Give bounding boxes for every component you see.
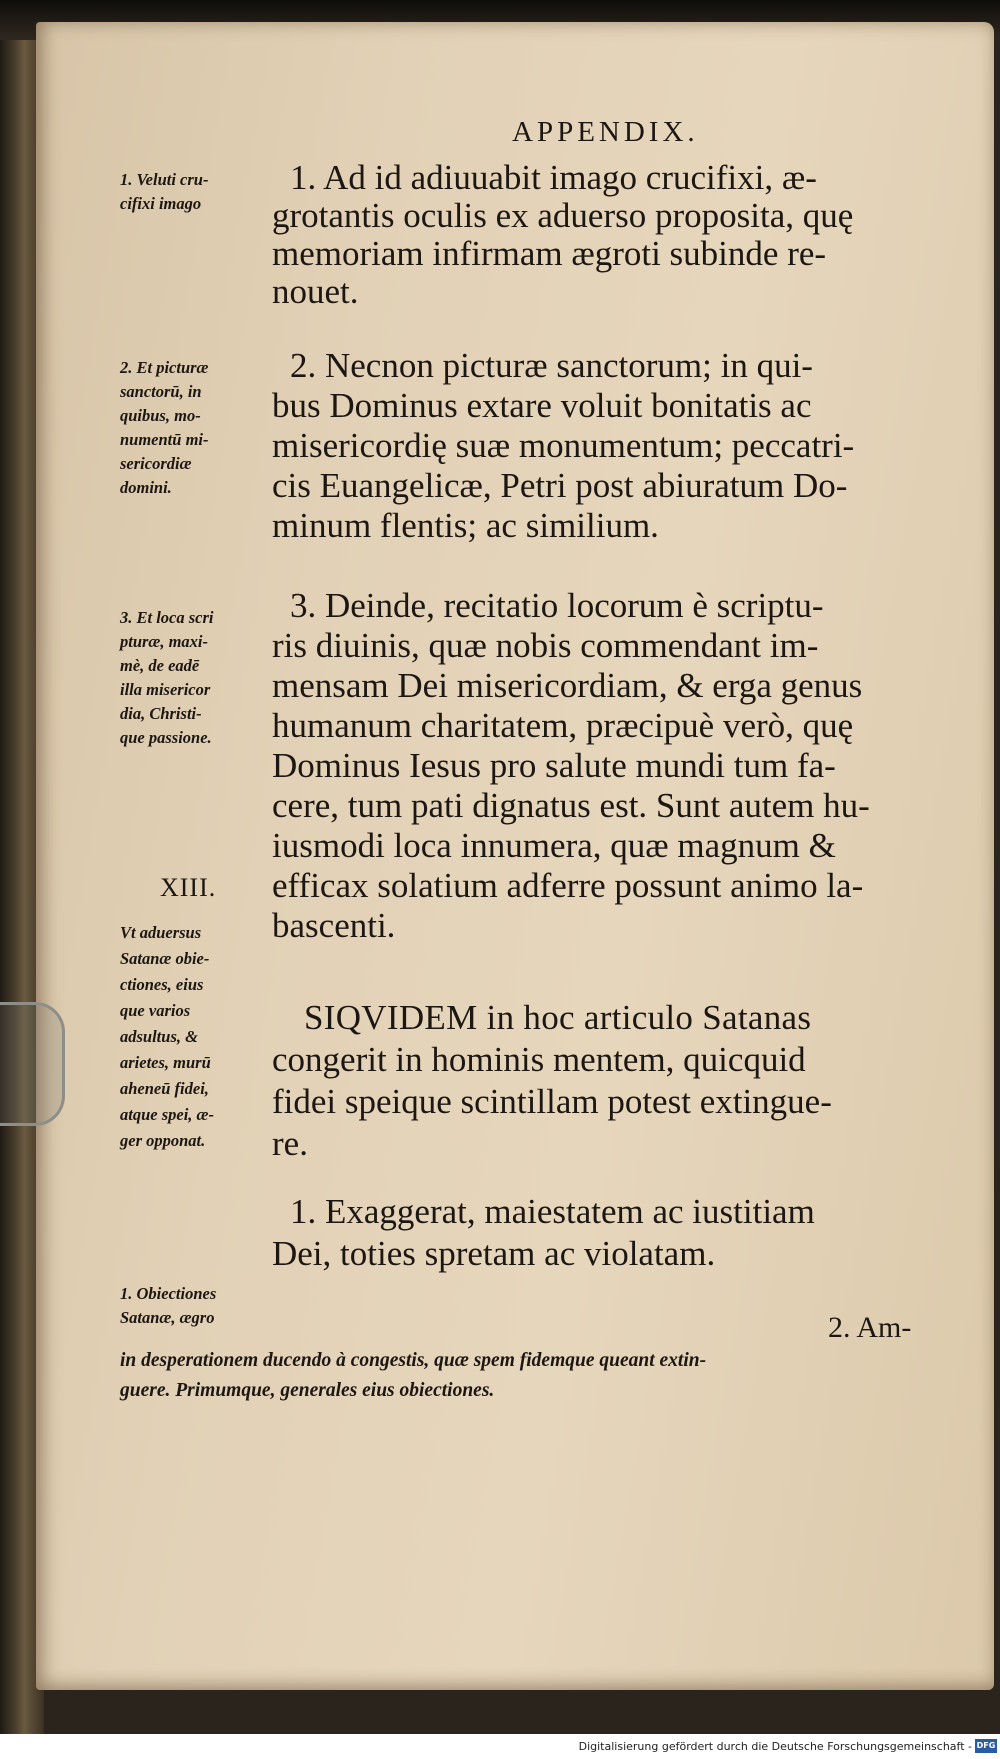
text-line: misericordię suæ monumentum; peccatri- <box>272 426 855 465</box>
text-line: cere, tum pati dignatus est. Sunt autem hu- <box>272 786 870 825</box>
text-line: re. <box>272 1124 308 1163</box>
text-line: 1. Exaggerat, maiestatem ac iustitiam <box>290 1192 815 1231</box>
paragraph-2 <box>272 348 952 568</box>
text-line: humanum charitatem, præcipuè verò, quę <box>272 706 854 745</box>
running-head: APPENDIX. <box>512 116 699 148</box>
paragraph-4 <box>272 1000 952 1180</box>
margin-note-4: Vt aduersus Satanæ obie- ctiones, eius que varios adsultus, & arietes, murū aheneū fidei, atque spei, æ- ger opponat. <box>120 923 214 1150</box>
paragraph-5 <box>272 1194 952 1284</box>
dfg-logo: DFG <box>975 1739 997 1753</box>
text-line: nouet. <box>272 272 359 311</box>
margin-note-3: 3. Et loca scri pturæ, maxi- mè, de eadē illa misericor dia, Christi- que passione. <box>120 608 214 747</box>
text-line: SIQVIDEM in hoc articulo Satanas <box>304 998 812 1037</box>
text-line: mensam Dei misericordiam, & erga genus <box>272 666 863 705</box>
text-line: bascenti. <box>272 906 396 945</box>
text-line: minum flentis; ac similium. <box>272 506 659 545</box>
text-line: bus Dominus extare voluit bonitatis ac <box>272 386 812 425</box>
footnote-line: in desperationem ducendo à congestis, quæ spem fidemque queant extin- <box>120 1350 707 1371</box>
paragraph-3 <box>272 588 952 988</box>
text-line: grotantis oculis ex aduerso proposita, quę <box>272 196 854 235</box>
paragraph-1 <box>272 160 952 340</box>
text-line: 2. Necnon picturæ sanctorum; in qui- <box>290 346 813 385</box>
text-line: iusmodi loca innumera, quæ magnum & <box>272 826 836 865</box>
text-line: cis Euangelicæ, Petri post abiuratum Do- <box>272 466 848 505</box>
text-line: memoriam infirmam ægroti subinde re- <box>272 234 827 273</box>
section-number: XIII. <box>160 873 217 902</box>
digitization-credit: Digitalisierung gefördert durch die Deutsche Forschungsgemeinschaft - <box>578 1740 972 1753</box>
text-line: ris diuinis, quæ nobis commendant im- <box>272 626 819 665</box>
page-clip <box>0 1002 65 1126</box>
text-line: Dei, toties spretam ac violatam. <box>272 1234 716 1273</box>
text-line: efficax solatium adferre possunt animo la- <box>272 866 864 905</box>
footnote-line: guere. Primumque, generales eius obiectiones. <box>120 1380 495 1401</box>
margin-note-2: 2. Et picturæ sanctorū, in quibus, mo- numentū mi- sericordiæ domini. <box>120 358 209 497</box>
catchword: 2. Am- <box>828 1311 912 1344</box>
margin-note-1: 1. Veluti cru- cifixi imago <box>120 170 209 213</box>
text-line: congerit in hominis mentem, quicquid <box>272 1040 806 1079</box>
text-line: 1. Ad id adiuuabit imago crucifixi, æ- <box>290 158 817 197</box>
text-line: 3. Deinde, recitatio locorum è scriptu- <box>290 586 824 625</box>
margin-note-5: 1. Obiectiones Satanæ, ægro <box>120 1284 217 1327</box>
text-line: fidei speique scintillam potest extingue- <box>272 1082 832 1121</box>
text-line: Dominus Iesus pro salute mundi tum fa- <box>272 746 836 785</box>
